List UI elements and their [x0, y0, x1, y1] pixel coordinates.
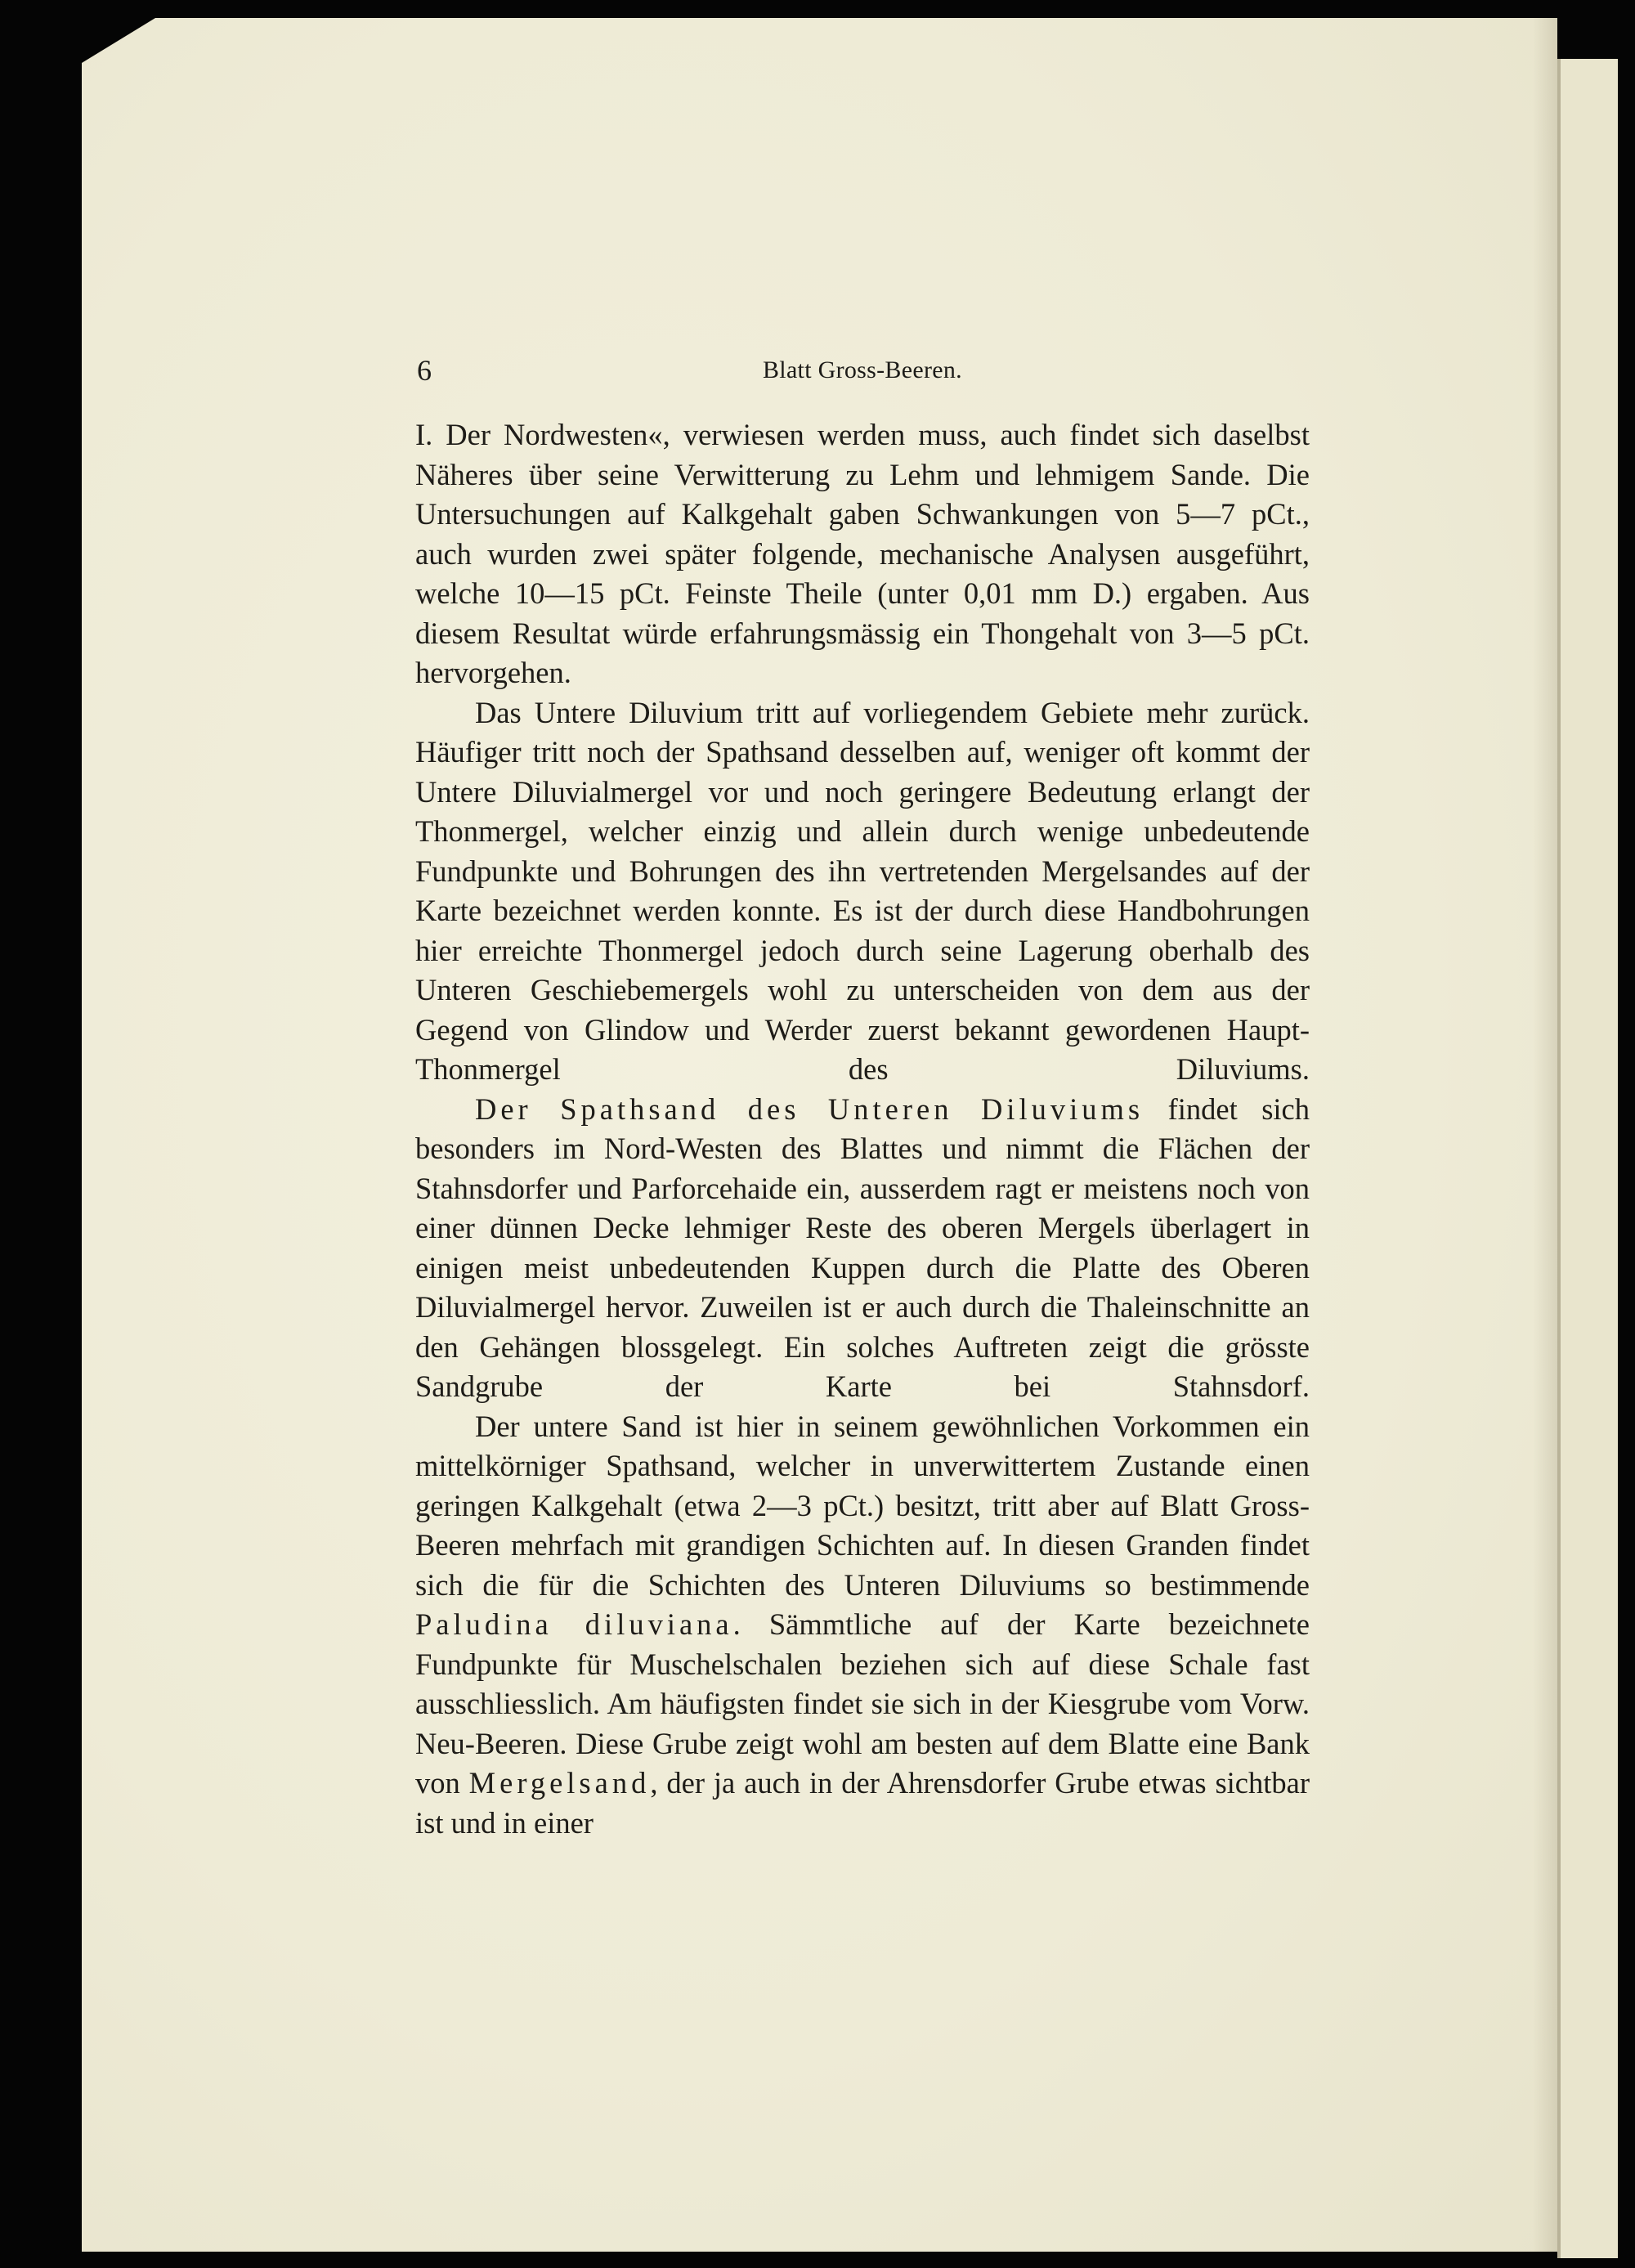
- emphasized-term-paludina: Paludina diluviana: [415, 1607, 733, 1641]
- body-text: [415, 415, 1310, 1843]
- paragraph-text: . Sämmtliche auf der Karte bezeichnete Fundpunkte für Muschelschalen beziehen sich auf diese Schale fast ausschliesslich. Am häufigsten findet sie sich in der Kiesgrube vom Vorw. Neu-Beeren. Diese Grube zeigt wohl am besten auf dem Blatte eine Bank von: [415, 1607, 1310, 1800]
- adjacent-page-edge: [1557, 59, 1618, 2258]
- paragraph-text: Der untere Sand ist hier in seinem gewöhnlichen Vorkommen ein mittelkörniger Spathsand, welcher in unverwittertem Zustande einen geringen Kalkgehalt (etwa 2—3 pCt.) besitzt, tritt aber auf Blatt Gross-Beeren mehrfach mit grandigen Schichten auf. In diesen Granden findet sich die für die Schichten des Unteren Diluviums so bestimmende: [415, 1409, 1310, 1602]
- paragraph-text: Das Untere Diluvium tritt auf vorliegendem Gebiete mehr zurück. Häufiger tritt noch der Spathsand desselben auf, weniger oft kommt der Untere Diluvialmergel vor und noch geringere Bedeutung erlangt der Thonmergel, welcher einzig und allein durch wenige unbedeutende Fundpunkte und Bohrungen des ihn vertretenden Mergelsandes auf der Karte bezeichnet werden konnte. Es ist der durch diese Handbohrungen hier erreichte Thonmergel jedoch durch seine Lagerung oberhalb des Unteren Geschiebemergels wohl zu unterscheiden von dem aus der Gegend von Glindow und Werder zuerst bekannt gewordenen Haupt-Thonmergel des Diluviums.: [415, 695, 1310, 1086]
- running-title: Blatt Gross-Beeren.: [763, 356, 962, 383]
- paragraph-continuation: [415, 415, 1310, 693]
- emphasized-term-mergelsand: Mergelsand: [468, 1766, 651, 1800]
- paragraph-text: , der ja auch in der Ahrensdorfer Grube etwas sichtbar ist und in einer: [415, 1766, 1310, 1840]
- paragraph-unterer-sand: [415, 1407, 1310, 1844]
- page-number: 6: [417, 354, 432, 387]
- paragraph-unteres-diluvium: [415, 693, 1310, 1090]
- paragraph-spathsand: [415, 1090, 1310, 1407]
- paragraph-text: findet sich besonders im Nord-Westen des Blattes und nimmt die Flächen der Stahnsdorfer und Parforcehaide ein, ausserdem ragt er meistens noch von einer dünnen Decke lehmiger Reste des oberen Mergels überlagert in einigen meist unbedeutenden Kuppen durch die Platte des Oberen Diluvialmergel hervor. Zuweilen ist er auch durch die Thaleinschnitte an den Gehängen blossgelegt. Ein solches Auftreten zeigt die grösste Sandgrube der Karte bei Stahnsdorf.: [415, 1091, 1310, 1403]
- gutter-shadow: [1533, 18, 1557, 2252]
- paragraph-text: I. Der Nordwesten«, verwiesen werden muss, auch findet sich daselbst Näheres über seine Verwitterung zu Lehm und lehmigem Sande. Die Untersuchungen auf Kalkgehalt gaben Schwankungen von 5—7 pCt., auch wurden zwei später folgende, mechanische Analysen ausgeführt, welche 10—15 pCt. Feinste Theile (unter 0,01 mm D.) ergaben. Aus diesem Resultat würde erfahrungsmässig ein Thongehalt von 3—5 pCt. hervorgehen.: [415, 418, 1310, 689]
- section-term-spathsand: Der Spathsand des Unteren Diluviums: [475, 1091, 1144, 1126]
- torn-corner: [82, 18, 155, 63]
- page-header: [415, 350, 1310, 399]
